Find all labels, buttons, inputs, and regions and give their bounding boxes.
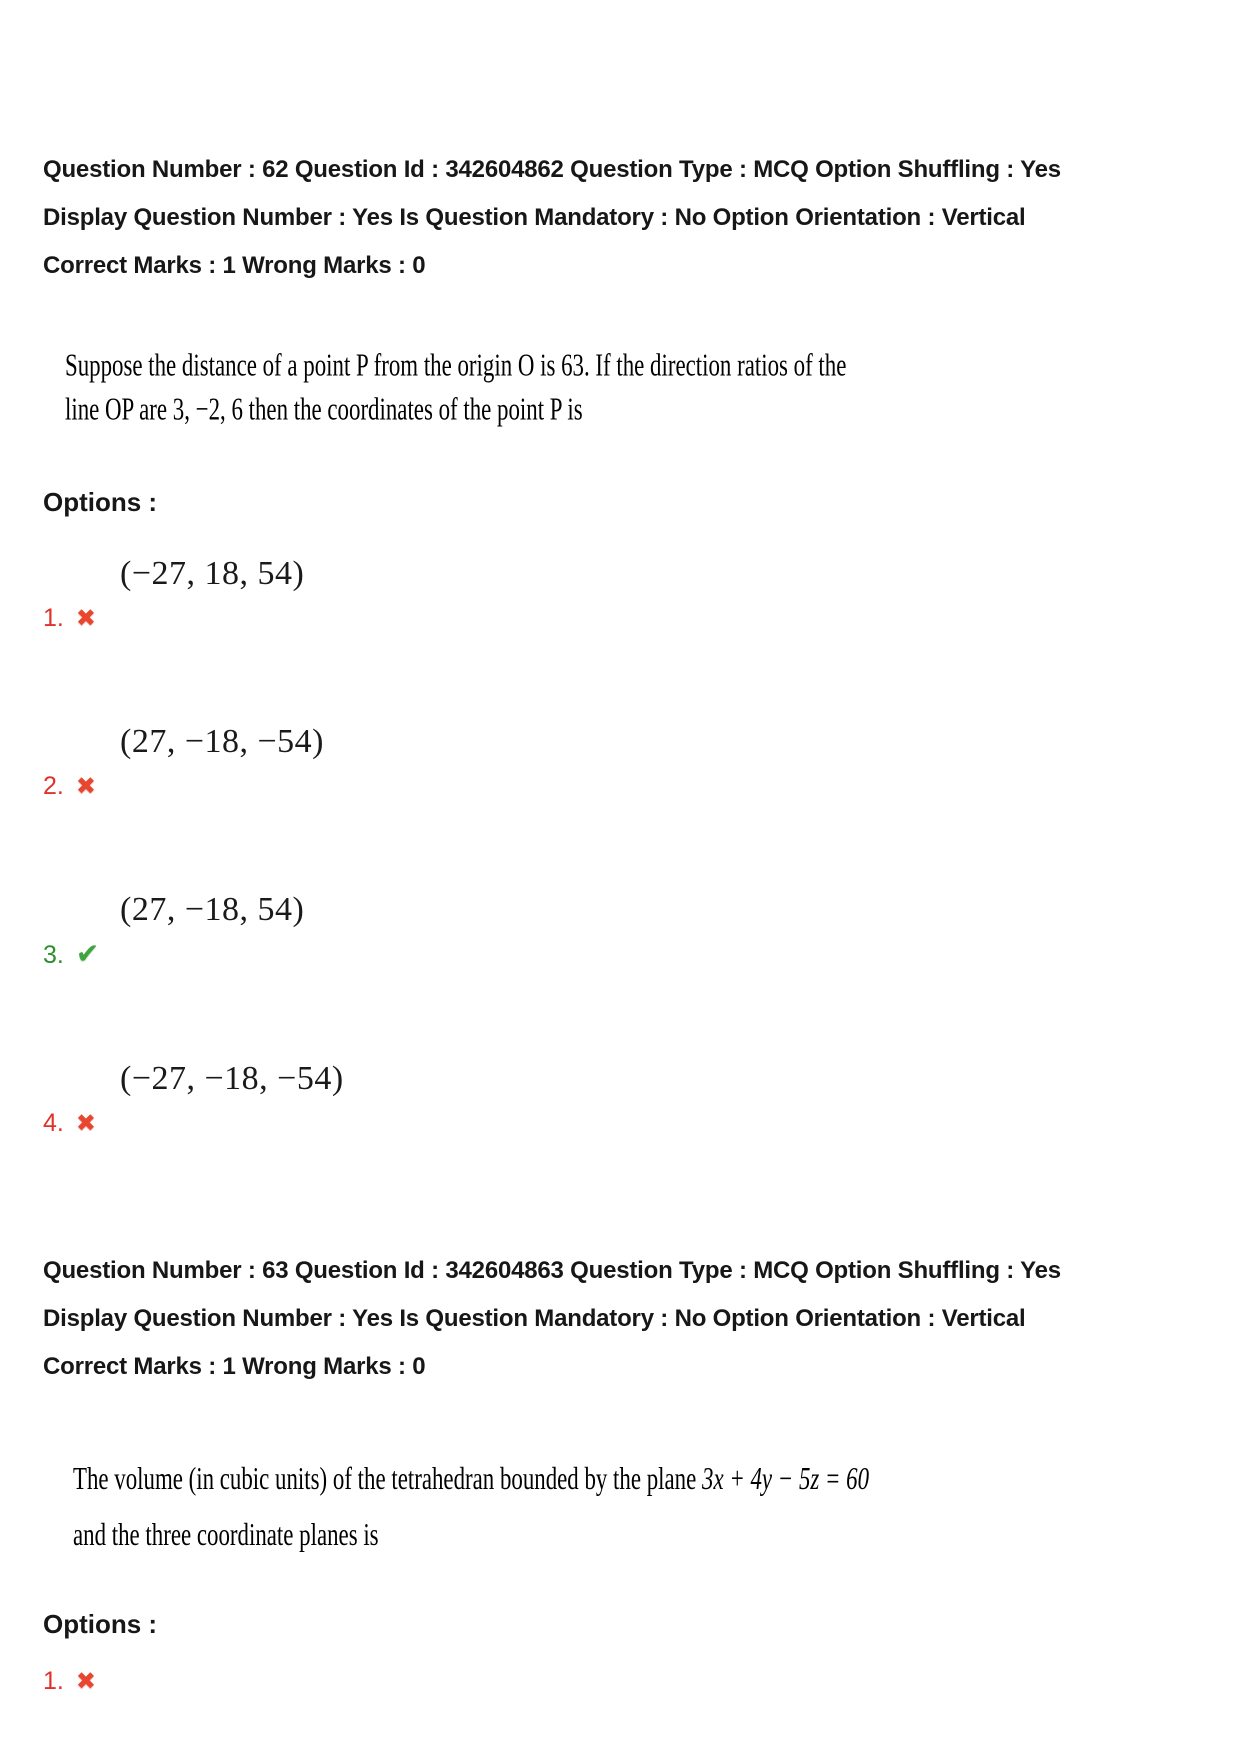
question-text-line-2: and the three coordinate planes is <box>73 1516 379 1553</box>
option-4-expression: (−27, −18, −54) <box>120 1060 344 1097</box>
option-2-number: 2. <box>43 772 64 800</box>
option-3-number: 3. <box>43 941 64 969</box>
option-1 <box>43 552 1200 634</box>
wrong-cross-icon: ✖ <box>75 1667 96 1695</box>
inline-equation: 3x + 4y − 5z = 60 <box>702 1460 870 1497</box>
question-62-block <box>43 146 1200 1139</box>
option-4-number: 4. <box>43 1109 64 1137</box>
options-label: Options : <box>43 487 158 517</box>
options-label: Options : <box>43 1609 158 1639</box>
question-text-line-1 <box>73 1451 1065 1507</box>
question-header-line-1: Question Number : 63 Question Id : 342604863 Question Type : MCQ Option Shuffling : Yes <box>43 1257 1061 1284</box>
question-text-segment: The volume (in cubic units) of the tetrahedran bounded by the plane <box>73 1460 703 1497</box>
option-1-marker <box>43 602 1200 634</box>
wrong-cross-icon: ✖ <box>75 604 96 632</box>
option-1-expression: (−27, 18, 54) <box>120 555 305 592</box>
question-63-header <box>43 1247 1200 1391</box>
option-3-marker <box>43 938 1200 971</box>
correct-check-icon: ✔ <box>75 937 100 970</box>
question-text-line-2: line OP are 3, −2, 6 then the coordinates of the point P is <box>65 391 583 427</box>
option-4 <box>43 1057 1200 1139</box>
option-1-number: 1. <box>43 604 64 632</box>
option-2 <box>43 720 1200 802</box>
question-header-line-2: Display Question Number : Yes Is Question Mandatory : No Option Orientation : Vertical <box>43 204 1026 231</box>
option-1-number: 1. <box>43 1667 64 1695</box>
question-header-line-2: Display Question Number : Yes Is Question Mandatory : No Option Orientation : Vertical <box>43 1305 1026 1332</box>
option-2-marker <box>43 770 1200 802</box>
question-63-text <box>73 1451 1065 1563</box>
option-1-marker <box>43 1665 1200 1697</box>
wrong-cross-icon: ✖ <box>75 772 96 800</box>
question-62-header <box>43 146 1200 290</box>
question-header-line-1: Question Number : 62 Question Id : 342604862 Question Type : MCQ Option Shuffling : Yes <box>43 156 1061 183</box>
question-62-text <box>65 344 1064 432</box>
wrong-cross-icon: ✖ <box>75 1109 96 1137</box>
question-63-block <box>43 1247 1200 1697</box>
option-3-expression: (27, −18, 54) <box>120 891 305 928</box>
question-text-line-1: Suppose the distance of a point P from the origin O is 63. If the direction ratios of the <box>65 347 847 384</box>
option-3 <box>43 888 1200 971</box>
question-header-line-3: Correct Marks : 1 Wrong Marks : 0 <box>43 1353 426 1380</box>
question-header-line-3: Correct Marks : 1 Wrong Marks : 0 <box>43 252 426 279</box>
option-2-expression: (27, −18, −54) <box>120 723 324 760</box>
option-4-marker <box>43 1107 1200 1139</box>
